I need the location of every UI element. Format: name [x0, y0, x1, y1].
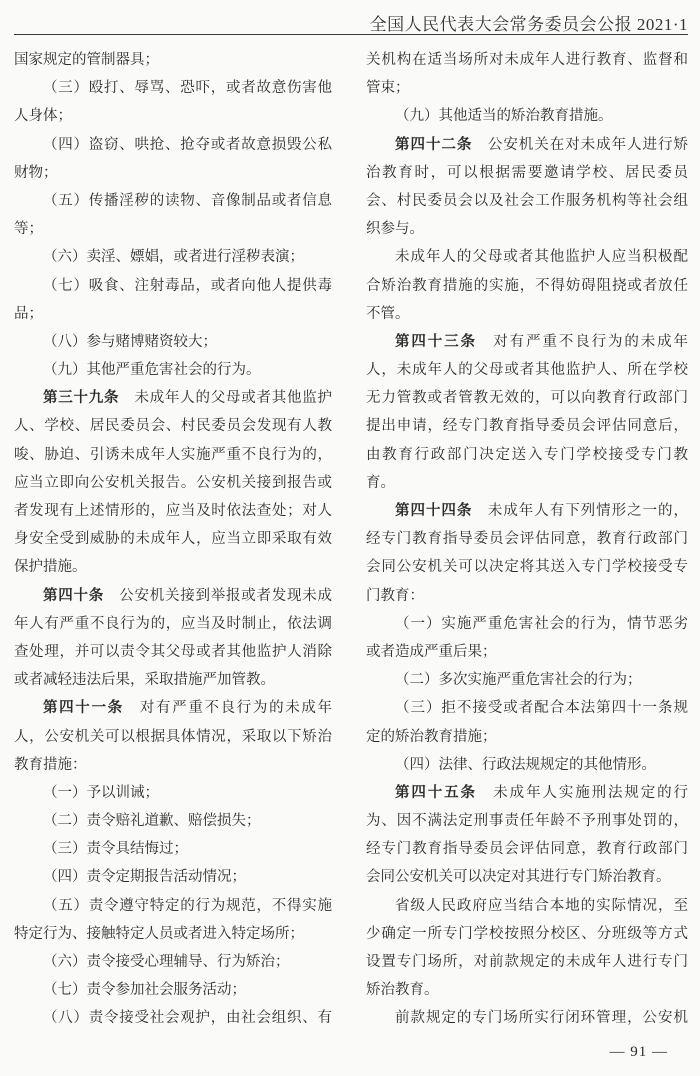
text-line: 第四十五条 未成年人实施刑法规定的行	[395, 784, 688, 801]
text-line: 关机构在适当场所对未成年人进行教育、监督和	[366, 52, 688, 68]
text-line: 应当立即向公安机关报告。公安机关接到报告或	[14, 474, 332, 491]
article-number: 第三十九条	[43, 390, 120, 407]
text-line: 提出申请，经专门教育指导委员会评估同意后，	[366, 418, 688, 435]
text-line: （八）责令接受社会观护，由社会组织、有	[43, 1010, 332, 1027]
text-line: 保护措施。	[14, 559, 87, 576]
text-line: 年人有严重不良行为的，应当及时制止，依法调	[14, 615, 332, 632]
text-line: （五）传播淫秽的读物、音像制品或者信息	[43, 192, 332, 209]
text-line: 会同公安机关可以决定对其进行专门矫治教育。	[366, 869, 671, 886]
text-line: （九）其他严重危害社会的行为。	[43, 362, 261, 379]
text-line: （六）责令接受心理辅导、行为矫治；	[43, 954, 290, 970]
text-line: 合矫治教育措施的实施，不得妨碍阻挠或者放任	[366, 277, 688, 294]
text-line: 特定行为、接触特定人员或者进入特定场所；	[14, 925, 304, 942]
text-line: （六）卖淫、嫖娼，或者进行淫秽表演；	[43, 249, 304, 266]
text-line: 等；	[14, 221, 43, 238]
text-line: （二）责令赔礼道歉、赔偿损失；	[43, 813, 261, 830]
text-line: （三）殴打、辱骂、恐吓，或者故意伤害他	[43, 80, 332, 97]
article-number: 第四十条	[43, 587, 104, 604]
text-line: 第四十一条 对有严重不良行为的未成年	[43, 700, 332, 717]
text-line: 第四十二条 公安机关在对未成年人进行矫	[395, 136, 688, 153]
text-line: 财物；	[14, 164, 58, 181]
text-line: 少确定一所专门学校按照分校区、分班级等方式	[366, 925, 688, 942]
text-line: 无力管教或者管教无效的，可以向教育行政部门	[366, 390, 688, 407]
text-line: 第四十三条 对有严重不良行为的未成年	[395, 333, 688, 350]
article-number: 第四十三条	[395, 333, 477, 350]
text-line: （七）吸食、注射毒品，或者向他人提供毒	[43, 277, 332, 294]
text-line: 国家规定的管制器具；	[14, 52, 159, 68]
page-number: — 91 —	[609, 1044, 668, 1060]
text-line: （四）责令定期报告活动情况；	[43, 869, 246, 886]
article-number: 第四十四条	[395, 503, 473, 519]
text-line: 身安全受到威胁的未成年人，应当立即采取有效	[14, 531, 332, 548]
text-line: 人，未成年人的父母或者其他监护人、所在学校	[366, 362, 688, 379]
text-line: 者发现有上述情形的，应当及时依法查处；对人	[14, 503, 332, 519]
text-line: 经专门教育指导委员会评估同意，教育行政部门	[366, 531, 688, 548]
text-line: 设置专门场所，对前款规定的未成年人进行专门	[366, 954, 688, 970]
article-number: 第四十一条	[43, 700, 124, 717]
text-line: 定的矫治教育措施；	[366, 728, 497, 745]
text-line: 不管。	[366, 305, 410, 322]
text-line: （四）法律、行政法规规定的其他情形。	[395, 756, 656, 773]
text-line: 治教育时，可以根据需要邀请学校、居民委员	[366, 164, 688, 181]
text-line: （九）其他适当的矫治教育措施。	[395, 108, 613, 125]
text-line: （八）参与赌博赌资较大；	[43, 333, 217, 350]
text-line: 品；	[14, 305, 43, 322]
text-line: （三）责令具结悔过；	[43, 841, 188, 858]
text-line: 未成年人的父母或者其他监护人应当积极配	[395, 249, 688, 266]
text-line: 省级人民政府应当结合本地的实际情况，至	[395, 897, 688, 914]
text-line: 会同公安机关可以决定将其送入专门学校接受专	[366, 559, 688, 576]
text-line: 查处理，并可以责令其父母或者其他监护人消除	[14, 643, 332, 660]
text-line: （一）予以训诫；	[43, 784, 159, 801]
text-line: 或者造成严重后果；	[366, 643, 497, 660]
text-line: 人、学校、居民委员会、村民委员会发现有人教	[14, 418, 332, 435]
text-line: 教育措施：	[14, 756, 87, 773]
text-line: （一）实施严重危害社会的行为，情节恶劣	[395, 615, 688, 632]
article-number: 第四十五条	[395, 784, 477, 801]
text-line: 经专门教育指导委员会评估同意，教育行政部门	[366, 841, 688, 858]
text-line: （三）拒不接受或者配合本法第四十一条规	[395, 700, 688, 717]
text-line: （五）责令遵守特定的行为规范，不得实施	[43, 897, 332, 914]
text-line: （四）盗窃、哄抢、抢夺或者故意损毁公私	[43, 136, 332, 153]
text-line: 或者减轻违法后果，采取措施严加管教。	[14, 672, 275, 689]
text-line: 管束；	[366, 80, 410, 97]
text-line: 门教育：	[366, 587, 424, 604]
text-line: 为、因不满法定刑事责任年龄不予刑事处罚的，	[366, 813, 688, 830]
text-line: 第三十九条 未成年人的父母或者其他监护	[43, 390, 332, 407]
text-line: （二）多次实施严重危害社会的行为；	[395, 672, 642, 689]
article-number: 第四十二条	[395, 136, 473, 153]
page-header	[370, 10, 688, 35]
text-line: 第四十四条 未成年人有下列情形之一的，	[395, 503, 688, 519]
column-left	[14, 46, 332, 1033]
text-line: 矫治教育。	[366, 982, 439, 999]
text-line: 第四十条 公安机关接到举报或者发现未成	[43, 587, 332, 604]
column-right	[366, 46, 688, 1033]
text-line: 人身体；	[14, 108, 72, 125]
text-line: 会、村民委员会以及社会工作服务机构等社会组	[366, 192, 688, 209]
text-line: 前款规定的专门场所实行闭环管理，公安机	[395, 1010, 688, 1027]
gazette-title: 全国人民代表大会常务委员会公报 2021·1	[369, 15, 688, 34]
text-line: （七）责令参加社会服务活动；	[43, 982, 246, 999]
text-line: 人，公安机关可以根据具体情况，采取以下矫治	[14, 728, 332, 745]
text-line: 唆、胁迫、引诱未成年人实施严重不良行为的，	[14, 446, 332, 463]
header-rule	[14, 34, 688, 35]
text-line: 由教育行政部门决定送入专门学校接受专门教	[366, 446, 688, 463]
text-line: 育。	[366, 474, 395, 491]
text-line: 织参与。	[366, 221, 424, 238]
